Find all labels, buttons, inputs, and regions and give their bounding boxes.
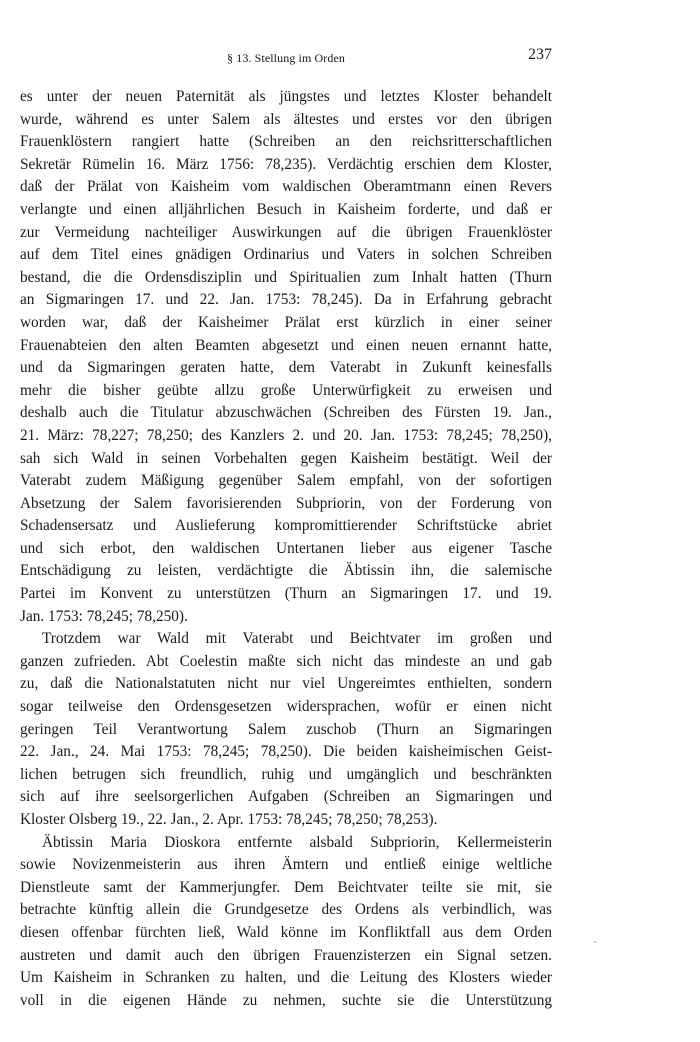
paragraph-start-line: Äbtissin Maria Dioskora entfernte alsbald Subpriorin, Kellermeisterin [42, 833, 552, 851]
text-line: Frauenabteien den alten Beamten abgesetzt und einen neuen ernannt hatte, [20, 336, 552, 354]
text-line: austreten und damit auch den übrigen Frauenzisterzen ein Signal setzen. [20, 946, 552, 964]
text-line: lichen betrugen sich freundlich, ruhig und umgänglich und beschränkten [20, 765, 552, 783]
text-line: 21. März: 78,227; 78,250; des Kanzlers 2. und 20. Jan. 1753: 78,245; 78,250), [20, 426, 552, 444]
text-line: auf dem Titel eines gnädigen Ordinarius und Vaters in solchen Schreiben [20, 246, 552, 264]
text-line: es unter der neuen Paternität als jüngstes und letztes Kloster behandelt [20, 88, 552, 105]
text-line: sowie Novizenmeisterin aus ihren Ämtern und entließ einige weltliche [20, 856, 552, 874]
text-line: und sich erbot, den waldischen Untertanen lieber aus eigener Tasche [20, 539, 552, 557]
paragraph-end-line: Kloster Olsberg 19., 22. Jan., 2. Apr. 1753: 78,245; 78,250; 78,253). [20, 811, 438, 828]
paragraph-start-line: Trotzdem war Wald mit Vaterabt und Beichtvater im großen und [42, 630, 552, 648]
text-line: Sekretär Rümelin 16. März 1756: 78,235). Verdächtig erschien dem Kloster, [20, 155, 552, 173]
page-number: 237 [528, 46, 552, 63]
text-line: Vaterabt zudem Mäßigung gegenüber Salem empfahl, von der sofortigen [20, 472, 552, 490]
text-line: wurde, während es unter Salem als ältestes und erstes vor den übrigen [20, 110, 552, 128]
text-line: Partei im Konvent zu unterstützen (Thurn an Sigmaringen 17. und 19. [20, 585, 552, 603]
text-line: daß der Prälat von Kaisheim vom waldischen Oberamtmann einen Revers [20, 178, 552, 196]
running-head: § 13. Stellung im Orden [227, 51, 345, 65]
text-line: sich auf ihre seelsorgerlichen Aufgaben (Schreiben an Sigmaringen und [20, 788, 552, 806]
text-line: sogar teilweise den Ordensgesetzen widersprachen, wofür er einen nicht [20, 698, 552, 716]
text-line: betrachte künftig allein die Grundgesetze des Ordens als verbindlich, was [20, 901, 552, 919]
text-line: geringen Teil Verantwortung Salem zuschob (Thurn an Sigmaringen [20, 720, 552, 738]
page-header [20, 46, 552, 70]
text-line: Um Kaisheim in Schranken zu halten, und die Leitung des Klosters wieder [20, 969, 552, 987]
text-line: voll in die eigenen Hände zu nehmen, suchte sie die Unterstützung [20, 991, 552, 1009]
body-text [20, 86, 552, 1012]
text-line: diesen offenbar fürchten ließ, Wald könne im Konfliktfall aus dem Orden [20, 923, 552, 941]
paragraph-end-line: Jan. 1753: 78,245; 78,250). [20, 607, 188, 625]
text-line: verlangte und einen alljährlichen Besuch in Kaisheim forderte, und daß er [20, 200, 552, 218]
text-line: und da Sigmaringen geraten hatte, dem Vaterabt in Zukunft keinesfalls [20, 359, 552, 377]
text-line: zu, daß die Nationalstatuten nicht nur viel Ungereimtes enthielten, sondern [20, 675, 552, 693]
text-line: bestand, die die Ordensdisziplin und Spiritualien zum Inhalt hatten (Thurn [20, 268, 552, 286]
text-line: Frauenklöstern rangiert hatte (Schreiben an den reichsritterschaftlichen [20, 133, 552, 151]
text-line: an Sigmaringen 17. und 22. Jan. 1753: 78,245). Da in Erfahrung gebracht [20, 291, 552, 309]
scan-speck [594, 941, 596, 943]
text-line: deshalb auch die Titulatur abzuschwächen (Schreiben des Fürsten 19. Jan., [20, 404, 552, 422]
text-line: worden war, daß der Kaisheimer Prälat erst kürzlich in einer seiner [20, 313, 552, 331]
text-line: Absetzung der Salem favorisierenden Subpriorin, von der Forderung von [20, 494, 552, 512]
text-line: Dienstleute samt der Kammerjungfer. Dem Beichtvater teilte sie mit, sie [20, 878, 552, 896]
text-line: ganzen zufrieden. Abt Coelestin maßte sich nicht das mindeste an und gab [20, 652, 552, 670]
text-line: 22. Jan., 24. Mai 1753: 78,245; 78,250). Die beiden kaisheimischen Geist- [20, 743, 552, 761]
text-line: sah sich Wald in seinen Vorbehalten gegen Kaisheim bestätigt. Weil der [20, 449, 552, 467]
text-line: mehr die bisher geübte allzu große Unterwürfigkeit zu erweisen und [20, 381, 552, 399]
text-line: zur Vermeidung nachteiliger Auswirkungen auf die übrigen Frauenklöster [20, 223, 552, 241]
text-line: Entschädigung zu leisten, verdächtigte die Äbtissin ihn, die salemische [20, 562, 552, 580]
text-line: Schadensersatz und Auslieferung kompromittierender Schriftstücke abriet [20, 517, 552, 535]
